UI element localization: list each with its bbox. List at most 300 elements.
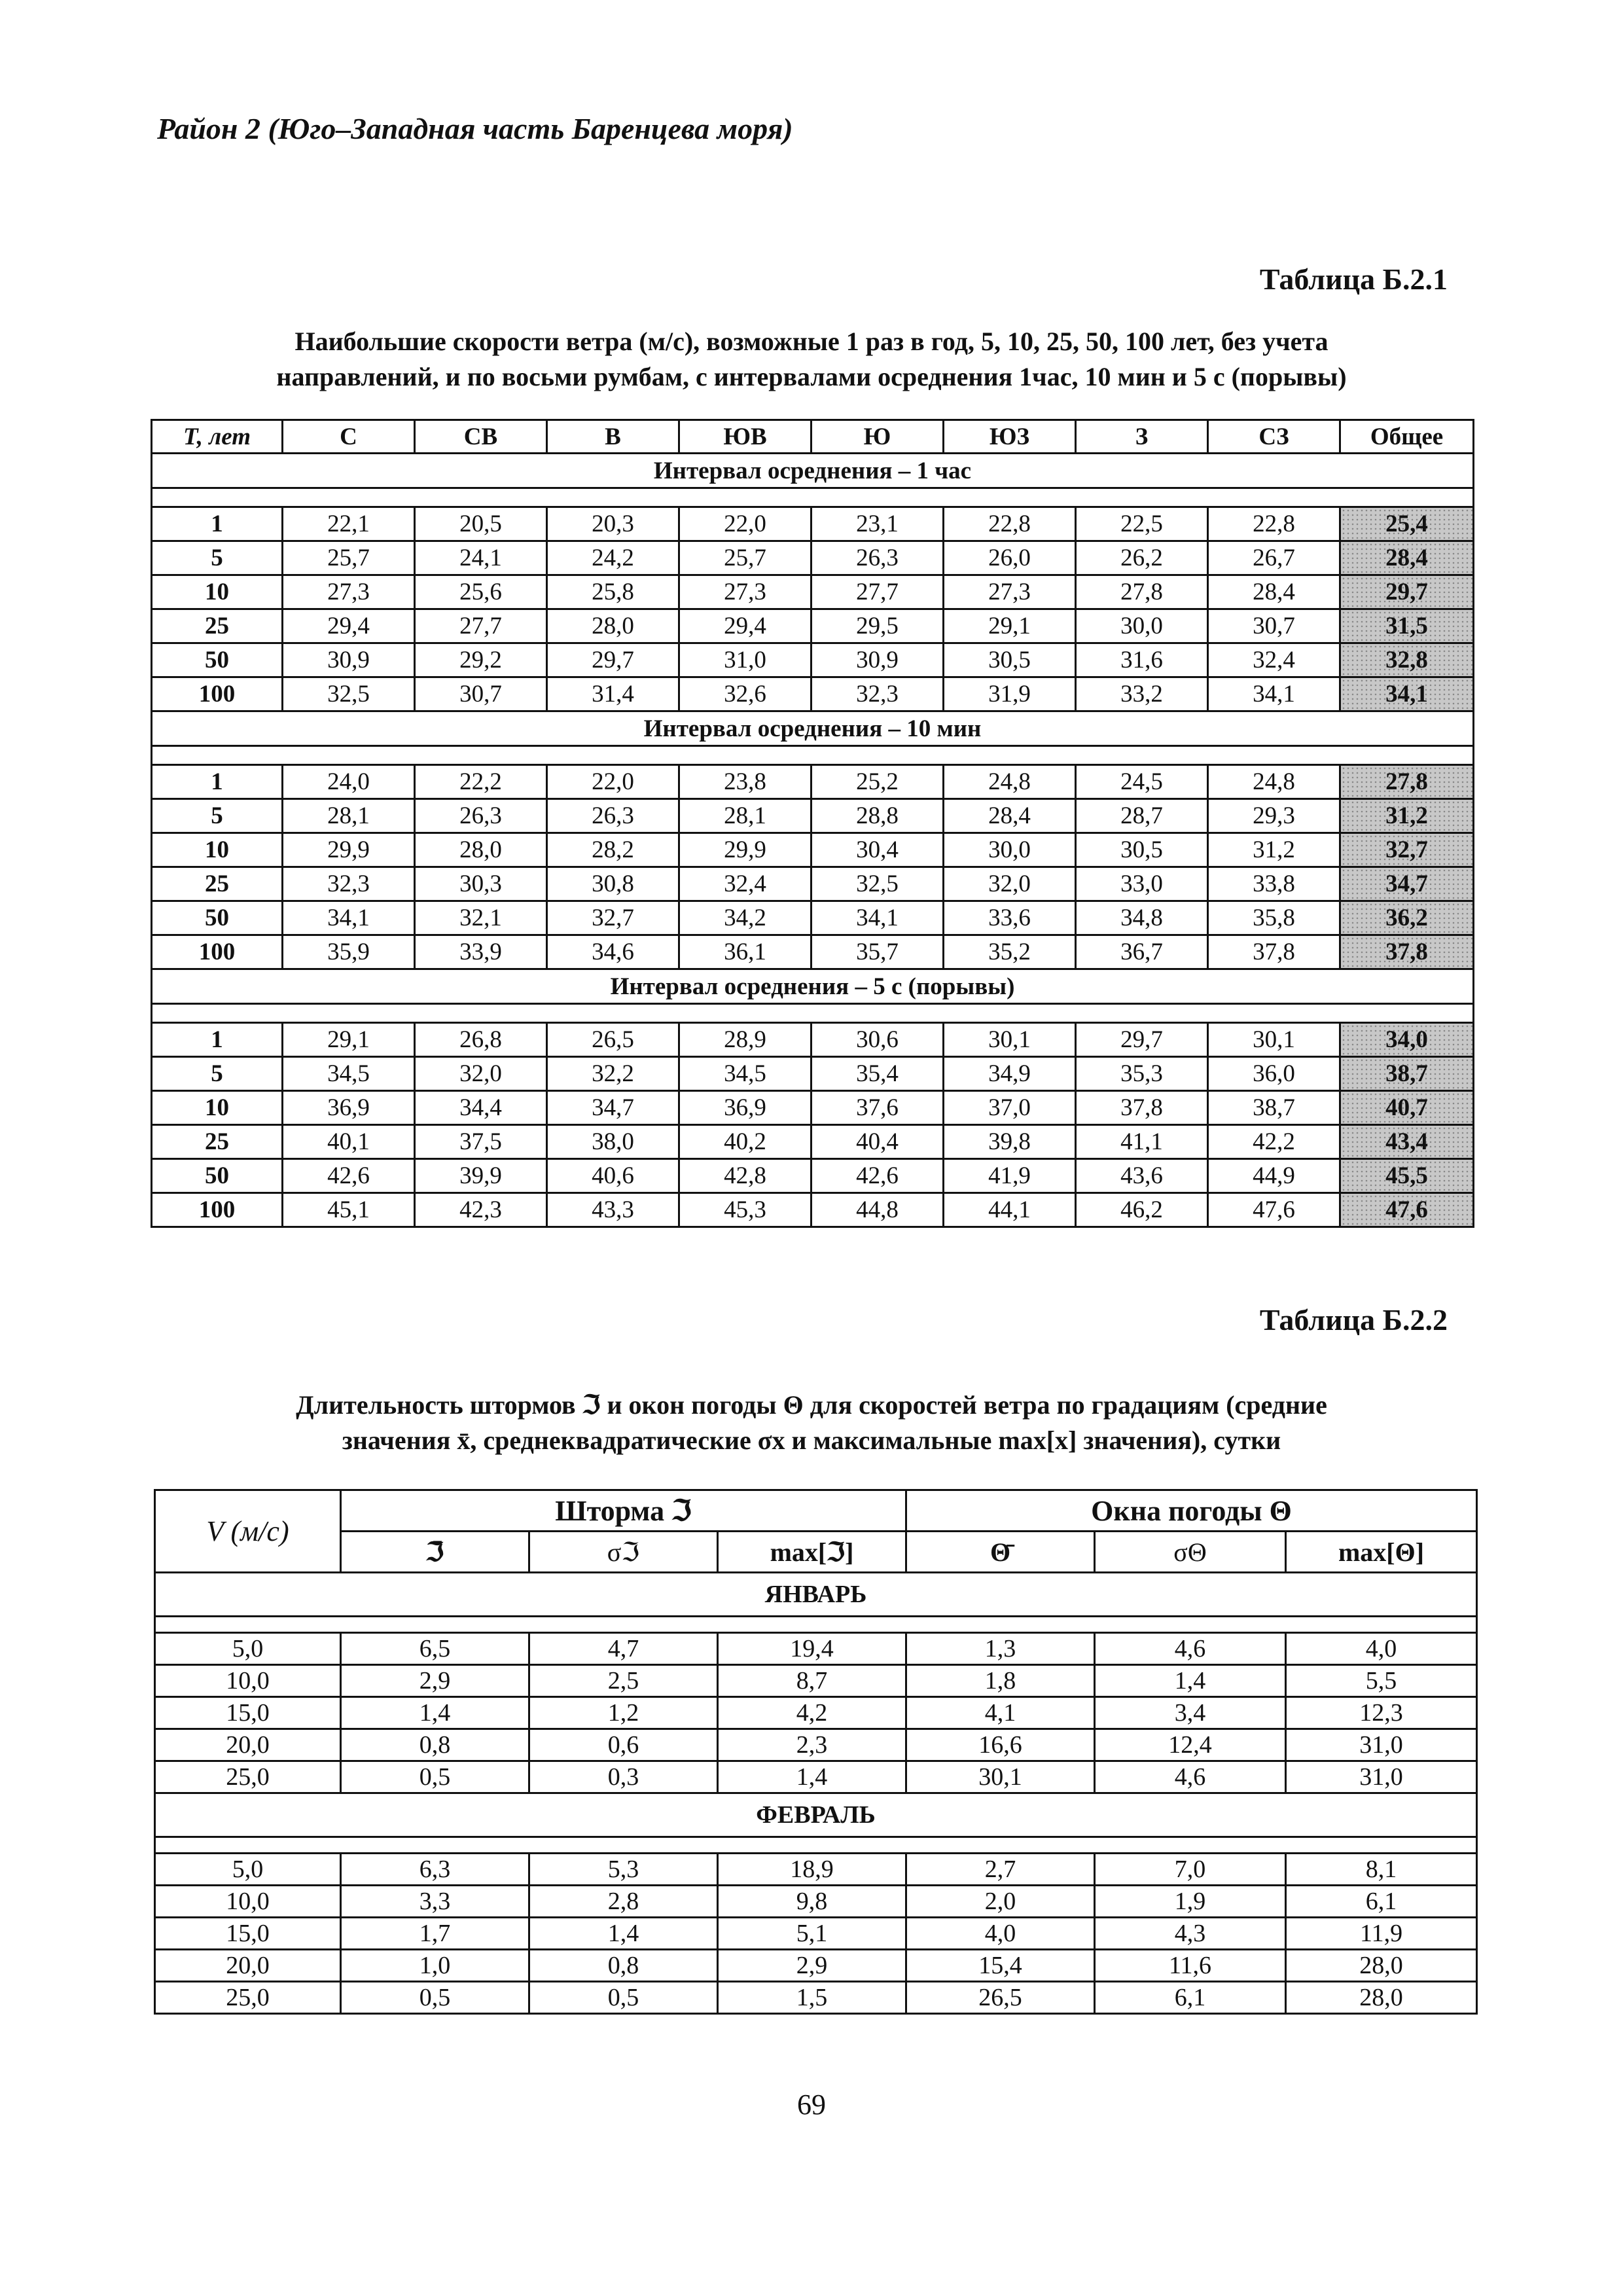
value-cell: 12,3 [1286,1697,1477,1729]
value-cell: 31,2 [1208,833,1340,867]
value-cell: 1,3 [906,1633,1095,1665]
total-cell: 27,8 [1340,765,1474,799]
value-cell: 31,0 [1286,1761,1477,1793]
period-cell: 10 [152,575,283,609]
col-header-wind-speed: V (м/с) [155,1490,341,1573]
table-row [152,1023,1474,1057]
table2-caption-line2: значения x̄, среднеквадратические σx и максимальные max[x] значения), сутки [342,1426,1281,1455]
table-row [155,1886,1477,1918]
col-header-window-mean: Θ̄ [906,1532,1095,1573]
period-cell: 25 [152,609,283,643]
value-cell: 40,4 [812,1125,944,1159]
wind-speed-cell: 25,0 [155,1761,341,1793]
total-cell: 47,6 [1340,1193,1474,1227]
value-cell: 26,8 [415,1023,547,1057]
col-group-weather-windows: Окна погоды Θ [906,1490,1477,1532]
value-cell: 1,4 [718,1761,906,1793]
table-row [152,1125,1474,1159]
value-cell: 30,5 [1076,833,1208,867]
value-cell: 1,7 [341,1918,529,1950]
total-cell: 40,7 [1340,1091,1474,1125]
value-cell: 36,9 [283,1091,415,1125]
value-cell: 45,1 [283,1193,415,1227]
value-cell: 35,7 [812,935,944,969]
value-cell: 42,6 [283,1159,415,1193]
value-cell: 1,8 [906,1665,1095,1697]
value-cell: 43,3 [547,1193,679,1227]
total-cell: 32,8 [1340,643,1474,677]
value-cell: 30,1 [1208,1023,1340,1057]
value-cell: 28,7 [1076,799,1208,833]
value-cell: 2,5 [529,1665,718,1697]
value-cell: 11,6 [1095,1950,1286,1982]
col-group-storms: Шторма ℑ [341,1490,906,1532]
period-cell: 50 [152,643,283,677]
value-cell: 6,1 [1095,1982,1286,2014]
month-title: ФЕВРАЛЬ [155,1793,1477,1837]
value-cell: 0,3 [529,1761,718,1793]
value-cell: 37,5 [415,1125,547,1159]
spacer-cell [155,1837,1477,1854]
total-cell: 38,7 [1340,1057,1474,1091]
wind-speed-cell: 5,0 [155,1633,341,1665]
period-cell: 5 [152,541,283,575]
col-header-e: В [547,420,679,454]
table-row [152,1091,1474,1125]
value-cell: 30,3 [415,867,547,901]
table-row [152,643,1474,677]
col-header-sw: ЮЗ [944,420,1076,454]
region-title: Район 2 (Юго–Западная часть Баренцева моря) [157,112,793,145]
col-header-se: ЮВ [679,420,812,454]
total-cell: 34,0 [1340,1023,1474,1057]
table-row [152,901,1474,935]
value-cell: 34,5 [679,1057,812,1091]
col-header-n: С [283,420,415,454]
value-cell: 30,1 [944,1023,1076,1057]
total-cell: 36,2 [1340,901,1474,935]
value-cell: 33,2 [1076,677,1208,711]
table1-header-row [152,420,1474,454]
value-cell: 28,1 [283,799,415,833]
value-cell: 28,8 [812,799,944,833]
value-cell: 32,1 [415,901,547,935]
col-header-window-max: max[Θ] [1286,1532,1477,1573]
value-cell: 39,9 [415,1159,547,1193]
table-row [155,1633,1477,1665]
wind-speed-cell: 20,0 [155,1950,341,1982]
value-cell: 1,2 [529,1697,718,1729]
month-header-row [155,1573,1477,1617]
period-cell: 1 [152,765,283,799]
table-row [152,833,1474,867]
spacer-cell [155,1617,1477,1633]
value-cell: 0,5 [341,1761,529,1793]
value-cell: 8,7 [718,1665,906,1697]
value-cell: 27,3 [679,575,812,609]
value-cell: 30,5 [944,643,1076,677]
value-cell: 8,1 [1286,1854,1477,1886]
value-cell: 32,7 [547,901,679,935]
section-header-row [152,454,1474,488]
value-cell: 41,9 [944,1159,1076,1193]
value-cell: 32,4 [679,867,812,901]
value-cell: 32,6 [679,677,812,711]
total-cell: 25,4 [1340,507,1474,541]
value-cell: 5,1 [718,1918,906,1950]
table-row [152,867,1474,901]
wind-speed-cell: 20,0 [155,1729,341,1761]
value-cell: 32,5 [812,867,944,901]
value-cell: 25,7 [283,541,415,575]
value-cell: 9,8 [718,1886,906,1918]
month-header-row [155,1793,1477,1837]
table1-caption [151,324,1472,395]
wind-speed-cell: 25,0 [155,1982,341,2014]
value-cell: 29,5 [812,609,944,643]
value-cell: 24,5 [1076,765,1208,799]
value-cell: 35,8 [1208,901,1340,935]
value-cell: 4,0 [1286,1633,1477,1665]
value-cell: 31,9 [944,677,1076,711]
value-cell: 3,4 [1095,1697,1286,1729]
value-cell: 29,9 [679,833,812,867]
period-cell: 10 [152,833,283,867]
value-cell: 33,0 [1076,867,1208,901]
value-cell: 26,5 [906,1982,1095,2014]
table-row [152,1193,1474,1227]
table-row [155,1665,1477,1697]
value-cell: 30,0 [944,833,1076,867]
value-cell: 22,8 [1208,507,1340,541]
table-row [155,1918,1477,1950]
value-cell: 36,0 [1208,1057,1340,1091]
value-cell: 26,5 [547,1023,679,1057]
total-cell: 45,5 [1340,1159,1474,1193]
value-cell: 26,3 [812,541,944,575]
value-cell: 33,9 [415,935,547,969]
storm-duration-table [154,1489,1478,2015]
value-cell: 33,6 [944,901,1076,935]
period-cell: 50 [152,1159,283,1193]
value-cell: 29,7 [1076,1023,1208,1057]
value-cell: 40,2 [679,1125,812,1159]
value-cell: 28,9 [679,1023,812,1057]
total-cell: 31,2 [1340,799,1474,833]
value-cell: 15,4 [906,1950,1095,1982]
value-cell: 23,1 [812,507,944,541]
period-cell: 25 [152,1125,283,1159]
value-cell: 26,2 [1076,541,1208,575]
value-cell: 1,5 [718,1982,906,2014]
wind-speed-cell: 10,0 [155,1886,341,1918]
table-row [155,1697,1477,1729]
period-cell: 1 [152,1023,283,1057]
wind-speed-cell: 15,0 [155,1697,341,1729]
value-cell: 24,8 [944,765,1076,799]
value-cell: 35,9 [283,935,415,969]
value-cell: 2,7 [906,1854,1095,1886]
value-cell: 34,5 [283,1057,415,1091]
value-cell: 35,2 [944,935,1076,969]
value-cell: 20,3 [547,507,679,541]
total-cell: 28,4 [1340,541,1474,575]
month-spacer [155,1617,1477,1633]
value-cell: 16,6 [906,1729,1095,1761]
value-cell: 2,9 [718,1950,906,1982]
section-header-row [152,969,1474,1004]
wind-speed-cell: 5,0 [155,1854,341,1886]
value-cell: 19,4 [718,1633,906,1665]
value-cell: 0,8 [529,1950,718,1982]
table-row [152,765,1474,799]
table2-label: Таблица Б.2.2 [1259,1303,1448,1336]
value-cell: 1,4 [1095,1665,1286,1697]
value-cell: 11,9 [1286,1918,1477,1950]
value-cell: 4,3 [1095,1918,1286,1950]
value-cell: 33,8 [1208,867,1340,901]
value-cell: 30,6 [812,1023,944,1057]
section-header-row [152,711,1474,746]
section-title: Интервал осреднения – 10 мин [152,711,1474,746]
value-cell: 22,8 [944,507,1076,541]
value-cell: 37,8 [1076,1091,1208,1125]
period-cell: 1 [152,507,283,541]
value-cell: 39,8 [944,1125,1076,1159]
value-cell: 0,6 [529,1729,718,1761]
value-cell: 31,0 [1286,1729,1477,1761]
value-cell: 37,8 [1208,935,1340,969]
value-cell: 31,0 [679,643,812,677]
section-title: Интервал осреднения – 5 с (порывы) [152,969,1474,1004]
value-cell: 20,5 [415,507,547,541]
value-cell: 27,3 [944,575,1076,609]
value-cell: 37,6 [812,1091,944,1125]
value-cell: 32,3 [812,677,944,711]
value-cell: 2,8 [529,1886,718,1918]
value-cell: 29,7 [547,643,679,677]
value-cell: 4,6 [1095,1761,1286,1793]
value-cell: 44,1 [944,1193,1076,1227]
col-header-nw: СЗ [1208,420,1340,454]
value-cell: 40,6 [547,1159,679,1193]
value-cell: 1,4 [529,1918,718,1950]
value-cell: 28,0 [1286,1982,1477,2014]
value-cell: 2,3 [718,1729,906,1761]
col-header-w: З [1076,420,1208,454]
value-cell: 30,0 [1076,609,1208,643]
value-cell: 24,2 [547,541,679,575]
value-cell: 32,4 [1208,643,1340,677]
table1-label: Таблица Б.2.1 [1259,262,1448,296]
table-row [152,1159,1474,1193]
table2-header-row2 [155,1532,1477,1573]
wind-speed-cell: 10,0 [155,1665,341,1697]
value-cell: 28,0 [1286,1950,1477,1982]
value-cell: 30,1 [906,1761,1095,1793]
value-cell: 38,0 [547,1125,679,1159]
value-cell: 2,9 [341,1665,529,1697]
table-row [152,799,1474,833]
table-row [155,1729,1477,1761]
value-cell: 46,2 [1076,1193,1208,1227]
period-cell: 5 [152,799,283,833]
section-spacer [152,1004,1474,1023]
value-cell: 6,3 [341,1854,529,1886]
value-cell: 36,7 [1076,935,1208,969]
total-cell: 29,7 [1340,575,1474,609]
table-row [152,541,1474,575]
value-cell: 34,2 [679,901,812,935]
value-cell: 30,9 [283,643,415,677]
value-cell: 25,8 [547,575,679,609]
value-cell: 5,5 [1286,1665,1477,1697]
col-header-storm-max: max[ℑ] [718,1532,906,1573]
value-cell: 35,3 [1076,1057,1208,1091]
value-cell: 29,2 [415,643,547,677]
value-cell: 28,0 [547,609,679,643]
value-cell: 24,8 [1208,765,1340,799]
total-cell: 31,5 [1340,609,1474,643]
period-cell: 100 [152,1193,283,1227]
value-cell: 30,9 [812,643,944,677]
value-cell: 43,6 [1076,1159,1208,1193]
value-cell: 30,8 [547,867,679,901]
value-cell: 47,6 [1208,1193,1340,1227]
value-cell: 34,1 [1208,677,1340,711]
table-row [152,677,1474,711]
value-cell: 0,8 [341,1729,529,1761]
section-title: Интервал осреднения – 1 час [152,454,1474,488]
value-cell: 34,1 [283,901,415,935]
table-row [155,1761,1477,1793]
spacer-cell [152,746,1474,765]
value-cell: 28,0 [415,833,547,867]
value-cell: 36,9 [679,1091,812,1125]
value-cell: 28,1 [679,799,812,833]
value-cell: 29,1 [944,609,1076,643]
period-cell: 10 [152,1091,283,1125]
value-cell: 24,1 [415,541,547,575]
value-cell: 7,0 [1095,1854,1286,1886]
table2-caption [151,1388,1472,1458]
table-row [152,1057,1474,1091]
value-cell: 22,2 [415,765,547,799]
value-cell: 4,2 [718,1697,906,1729]
value-cell: 31,4 [547,677,679,711]
value-cell: 32,0 [944,867,1076,901]
value-cell: 30,7 [1208,609,1340,643]
value-cell: 29,1 [283,1023,415,1057]
value-cell: 41,1 [1076,1125,1208,1159]
total-cell: 32,7 [1340,833,1474,867]
value-cell: 34,7 [547,1091,679,1125]
value-cell: 28,4 [944,799,1076,833]
value-cell: 5,3 [529,1854,718,1886]
table-row [152,609,1474,643]
value-cell: 4,7 [529,1633,718,1665]
month-title: ЯНВАРЬ [155,1573,1477,1617]
value-cell: 12,4 [1095,1729,1286,1761]
total-cell: 43,4 [1340,1125,1474,1159]
total-cell: 34,1 [1340,677,1474,711]
value-cell: 40,1 [283,1125,415,1159]
col-header-storm-mean: ℑ̄ [341,1532,529,1573]
value-cell: 34,8 [1076,901,1208,935]
value-cell: 32,0 [415,1057,547,1091]
total-cell: 34,7 [1340,867,1474,901]
period-cell: 100 [152,935,283,969]
value-cell: 34,4 [415,1091,547,1125]
value-cell: 27,8 [1076,575,1208,609]
value-cell: 29,4 [283,609,415,643]
table1-caption-line2: направлений, и по восьми румбам, с интервалами осреднения 1час, 10 мин и 5 с (порывы) [276,362,1347,391]
wind-speed-cell: 15,0 [155,1918,341,1950]
period-cell: 25 [152,867,283,901]
value-cell: 32,5 [283,677,415,711]
value-cell: 27,3 [283,575,415,609]
value-cell: 29,4 [679,609,812,643]
value-cell: 31,6 [1076,643,1208,677]
value-cell: 42,6 [812,1159,944,1193]
page-number: 69 [797,2089,826,2121]
value-cell: 28,2 [547,833,679,867]
value-cell: 22,5 [1076,507,1208,541]
value-cell: 22,1 [283,507,415,541]
value-cell: 42,3 [415,1193,547,1227]
value-cell: 32,2 [547,1057,679,1091]
col-header-window-std: σΘ [1095,1532,1286,1573]
value-cell: 30,4 [812,833,944,867]
value-cell: 32,3 [283,867,415,901]
value-cell: 34,9 [944,1057,1076,1091]
value-cell: 1,0 [341,1950,529,1982]
value-cell: 26,7 [1208,541,1340,575]
period-cell: 50 [152,901,283,935]
value-cell: 0,5 [341,1982,529,2014]
value-cell: 24,0 [283,765,415,799]
value-cell: 23,8 [679,765,812,799]
spacer-cell [152,1004,1474,1023]
section-spacer [152,488,1474,507]
table-row [155,1982,1477,2014]
value-cell: 36,1 [679,935,812,969]
spacer-cell [152,488,1474,507]
value-cell: 22,0 [547,765,679,799]
wind-speed-table [151,419,1474,1228]
value-cell: 42,2 [1208,1125,1340,1159]
table-row [155,1854,1477,1886]
table-row [152,935,1474,969]
table-row [152,507,1474,541]
value-cell: 22,0 [679,507,812,541]
value-cell: 0,5 [529,1982,718,2014]
value-cell: 4,0 [906,1918,1095,1950]
col-header-storm-std: σℑ [529,1532,718,1573]
value-cell: 3,3 [341,1886,529,1918]
table-row [155,1950,1477,1982]
value-cell: 2,0 [906,1886,1095,1918]
section-spacer [152,746,1474,765]
value-cell: 34,1 [812,901,944,935]
value-cell: 27,7 [415,609,547,643]
value-cell: 44,9 [1208,1159,1340,1193]
value-cell: 25,2 [812,765,944,799]
value-cell: 18,9 [718,1854,906,1886]
period-cell: 100 [152,677,283,711]
table1-caption-line1: Наибольшие скорости ветра (м/с), возможные 1 раз в год, 5, 10, 25, 50, 100 лет, без учета [294,327,1329,356]
value-cell: 27,7 [812,575,944,609]
